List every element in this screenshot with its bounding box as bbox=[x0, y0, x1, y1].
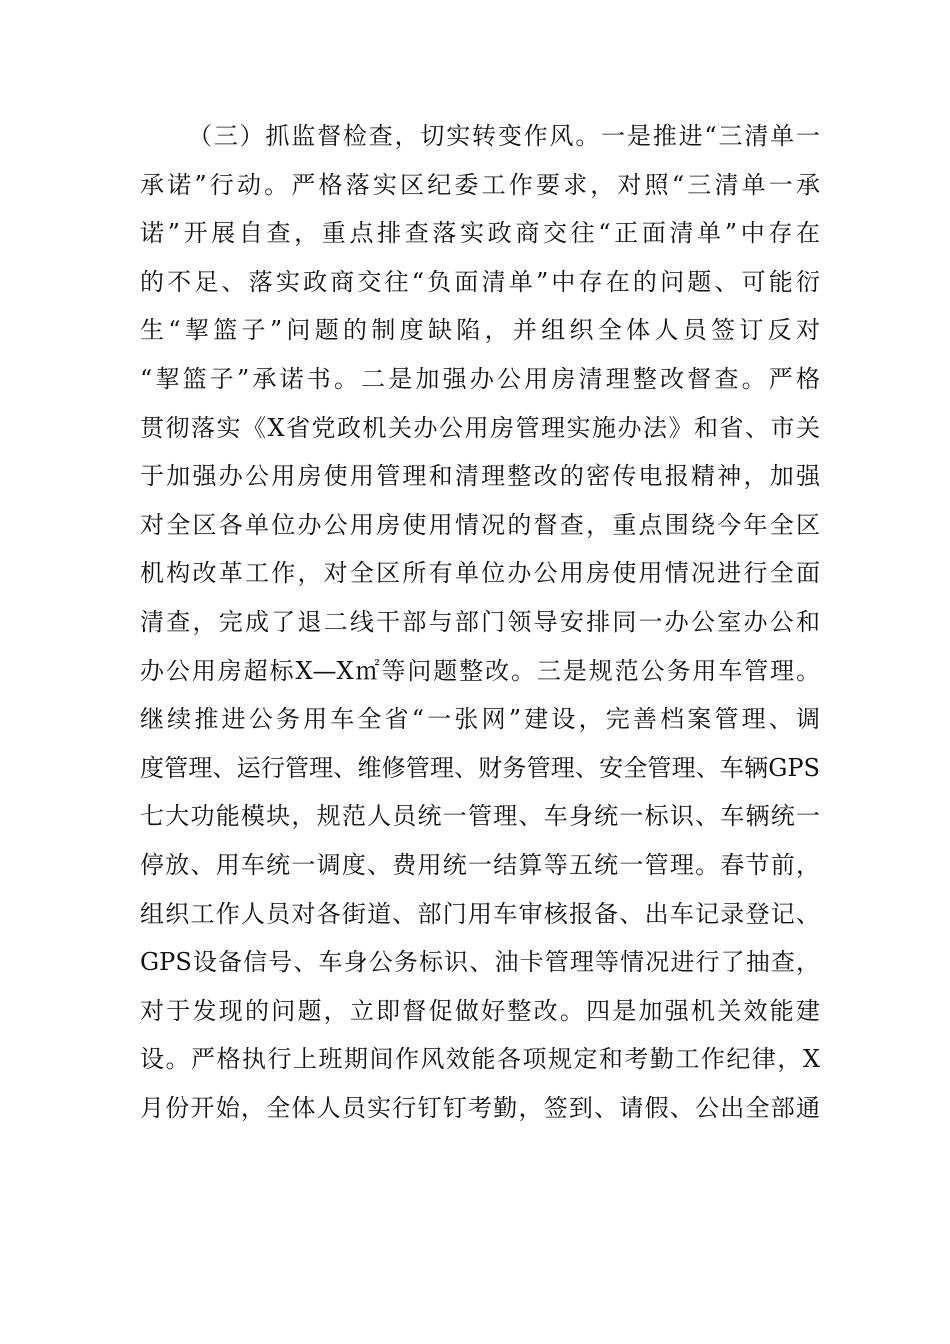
paragraph-line: 对全区各单位办公用房使用情况的督查，重点围绕今年全区 bbox=[140, 510, 820, 539]
paragraph-line: GPS设备信号、车身公务标识、油卡管理等情况进行了抽查， bbox=[140, 948, 820, 977]
paragraph-line: 月份开始，全体人员实行钉钉考勤，签到、请假、公出全部通 bbox=[140, 1093, 820, 1122]
body-paragraph bbox=[140, 112, 820, 1132]
paragraph-line: （三）抓监督检查，切实转变作风。一是推进“三清单一 bbox=[188, 122, 820, 150]
paragraph-line: 于加强办公用房使用管理和清理整改的密传电报精神，加强 bbox=[140, 462, 820, 491]
paragraph-line: 停放、用车统一调度、费用统一结算等五统一管理。春节前， bbox=[140, 850, 820, 879]
paragraph-line: 组织工作人员对各街道、部门用车审核报备、出车记录登记、 bbox=[140, 899, 820, 928]
paragraph-line: 度管理、运行管理、维修管理、财务管理、安全管理、车辆GPS bbox=[140, 753, 820, 782]
paragraph-line: 七大功能模块，规范人员统一管理、车身统一标识、车辆统一 bbox=[140, 802, 820, 831]
paragraph-line: 承诺”行动。严格落实区纪委工作要求，对照“三清单一承 bbox=[140, 170, 820, 199]
paragraph-line: 贯彻落实《X省党政机关办公用房管理实施办法》和省、市关 bbox=[140, 413, 820, 442]
paragraph-line: 的不足、落实政商交往“负面清单”中存在的问题、可能衍 bbox=[140, 267, 820, 296]
paragraph-line: 设。严格执行上班期间作风效能各项规定和考勤工作纪律，X bbox=[140, 1045, 820, 1074]
paragraph-line: “挈篮子”承诺书。二是加强办公用房清理整改督查。严格 bbox=[140, 364, 820, 393]
paragraph-line: 生“挈篮子”问题的制度缺陷，并组织全体人员签订反对 bbox=[140, 316, 820, 345]
paragraph-line: 继续推进公务用车全省“一张网”建设，完善档案管理、调 bbox=[140, 705, 820, 734]
paragraph-line: 办公用房超标X—X㎡等问题整改。三是规范公务用车管理。 bbox=[140, 656, 820, 685]
paragraph-line: 对于发现的问题，立即督促做好整改。四是加强机关效能建 bbox=[140, 996, 820, 1025]
paragraph-line: 清查，完成了退二线干部与部门领导安排同一办公室办公和 bbox=[140, 607, 820, 636]
paragraph-line: 机构改革工作，对全区所有单位办公用房使用情况进行全面 bbox=[140, 559, 820, 588]
paragraph-line: 诺”开展自查，重点排查落实政商交往“正面清单”中存在 bbox=[140, 219, 820, 248]
